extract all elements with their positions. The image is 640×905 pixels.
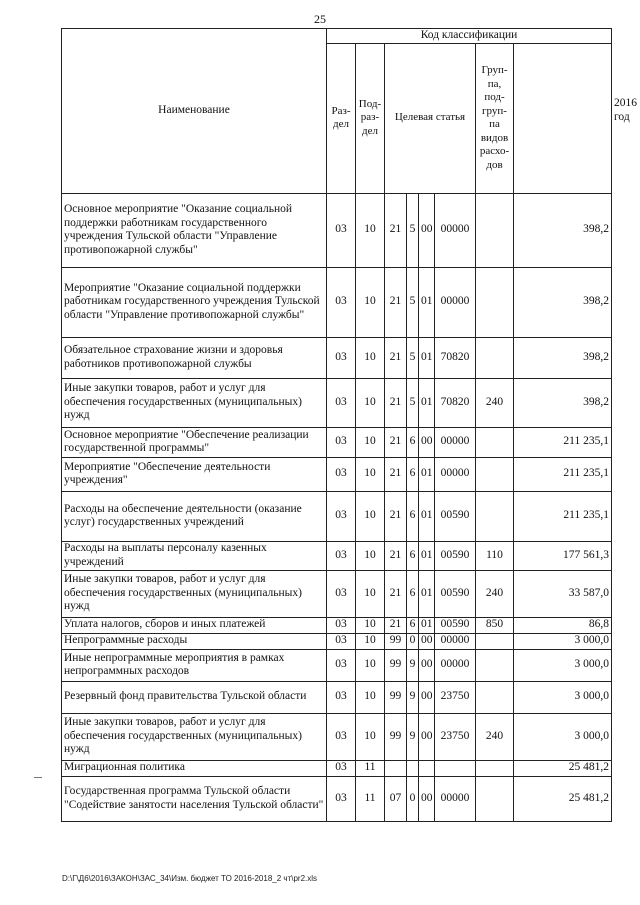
row-amount: 211 235,1: [514, 491, 612, 541]
row-section: 03: [327, 337, 356, 378]
table-row: [62, 378, 612, 427]
row-name: Основное мероприятие "Обеспечение реализации государственной программы": [62, 427, 327, 457]
row-subsection: 10: [356, 193, 385, 267]
row-amount: 398,2: [514, 193, 612, 267]
row-target-event: 01: [419, 457, 435, 491]
row-amount: 3 000,0: [514, 681, 612, 713]
header-section: Раз- дел: [327, 43, 356, 193]
row-target-subprogram: 6: [407, 491, 419, 541]
table-row: [62, 541, 612, 570]
row-target-direction: 00000: [435, 649, 476, 681]
table-row: [62, 491, 612, 541]
row-target-subprogram: 5: [407, 337, 419, 378]
header-group: Груп- па, под- груп- па видов расхо- дов: [476, 43, 514, 193]
row-amount: 25 481,2: [514, 776, 612, 821]
row-target-direction: 00000: [435, 427, 476, 457]
row-expense-group: [476, 633, 514, 649]
row-target-subprogram: [407, 760, 419, 776]
row-target-program: 21: [385, 457, 407, 491]
row-target-direction: 00590: [435, 617, 476, 633]
row-amount: 177 561,3: [514, 541, 612, 570]
row-name: Резервный фонд правительства Тульской области: [62, 681, 327, 713]
row-target-subprogram: 6: [407, 570, 419, 617]
row-target-direction: 00590: [435, 570, 476, 617]
row-name: Расходы на обеспечение деятельности (оказание услуг) государственных учреждений: [62, 491, 327, 541]
margin-mark: [34, 777, 42, 778]
row-target-direction: 00000: [435, 267, 476, 337]
row-name: Уплата налогов, сборов и иных платежей: [62, 617, 327, 633]
row-section: 03: [327, 713, 356, 760]
row-target-program: 21: [385, 570, 407, 617]
row-target-event: 01: [419, 541, 435, 570]
row-target-program: 21: [385, 193, 407, 267]
header-target: Целевая статья: [385, 43, 476, 193]
table-row: [62, 776, 612, 821]
row-section: 03: [327, 267, 356, 337]
row-name: Мероприятие "Обеспечение деятельности учреждения": [62, 457, 327, 491]
row-name: Иные закупки товаров, работ и услуг для обеспечения государственных (муниципальных) нужд: [62, 570, 327, 617]
row-target-event: 00: [419, 776, 435, 821]
row-target-event: 00: [419, 193, 435, 267]
row-target-program: 21: [385, 491, 407, 541]
header-subsection: Под- раз- дел: [356, 43, 385, 193]
row-amount: 3 000,0: [514, 713, 612, 760]
row-name: Непрограммные расходы: [62, 633, 327, 649]
row-name: Государственная программа Тульской области "Содействие занятости населения Тульской области": [62, 776, 327, 821]
row-target-direction: 00590: [435, 491, 476, 541]
row-amount: 25 481,2: [514, 760, 612, 776]
table-row: [62, 337, 612, 378]
header-code: Код классификации: [327, 29, 612, 44]
header-name: Наименование: [62, 29, 327, 194]
row-name: Основное мероприятие "Оказание социальной поддержки работникам государственного учреждения Тульской области "Управление противопожарной службы": [62, 193, 327, 267]
row-target-event: 00: [419, 649, 435, 681]
row-target-subprogram: 6: [407, 427, 419, 457]
row-target-program: 99: [385, 633, 407, 649]
row-subsection: 10: [356, 633, 385, 649]
row-target-direction: 70820: [435, 337, 476, 378]
row-name: Миграционная политика: [62, 760, 327, 776]
row-subsection: 10: [356, 649, 385, 681]
row-name: Расходы на выплаты персоналу казенных учреждений: [62, 541, 327, 570]
row-subsection: 10: [356, 337, 385, 378]
row-target-event: 00: [419, 427, 435, 457]
row-expense-group: 850: [476, 617, 514, 633]
row-subsection: 11: [356, 760, 385, 776]
row-expense-group: [476, 427, 514, 457]
row-amount: 398,2: [514, 267, 612, 337]
row-amount: 211 235,1: [514, 457, 612, 491]
row-target-event: 01: [419, 491, 435, 541]
row-amount: 398,2: [514, 378, 612, 427]
row-expense-group: 240: [476, 570, 514, 617]
page-number: 25: [314, 12, 326, 26]
row-amount: 398,2: [514, 337, 612, 378]
row-target-direction: 23750: [435, 681, 476, 713]
row-target-program: 99: [385, 681, 407, 713]
row-name: Иные закупки товаров, работ и услуг для обеспечения государственных (муниципальных) нужд: [62, 378, 327, 427]
row-expense-group: [476, 681, 514, 713]
row-target-event: 00: [419, 681, 435, 713]
row-section: 03: [327, 760, 356, 776]
row-section: 03: [327, 193, 356, 267]
row-expense-group: [476, 760, 514, 776]
row-section: 03: [327, 427, 356, 457]
row-section: 03: [327, 457, 356, 491]
row-subsection: 10: [356, 378, 385, 427]
row-target-event: 01: [419, 617, 435, 633]
row-expense-group: 240: [476, 378, 514, 427]
row-subsection: 10: [356, 681, 385, 713]
row-section: 03: [327, 378, 356, 427]
table-row: [62, 617, 612, 633]
row-section: 03: [327, 617, 356, 633]
row-section: 03: [327, 491, 356, 541]
row-target-subprogram: 5: [407, 378, 419, 427]
table-row: [62, 681, 612, 713]
row-expense-group: [476, 649, 514, 681]
row-target-direction: 00000: [435, 633, 476, 649]
row-target-event: 01: [419, 378, 435, 427]
row-subsection: 10: [356, 617, 385, 633]
row-amount: 3 000,0: [514, 649, 612, 681]
row-amount: 33 587,0: [514, 570, 612, 617]
row-target-subprogram: 0: [407, 633, 419, 649]
row-section: 03: [327, 776, 356, 821]
row-subsection: 10: [356, 541, 385, 570]
row-target-direction: 23750: [435, 713, 476, 760]
row-name: Иные закупки товаров, работ и услуг для обеспечения государственных (муниципальных) нужд: [62, 713, 327, 760]
row-name: Иные непрограммные мероприятия в рамках непрограммных расходов: [62, 649, 327, 681]
row-target-direction: 00000: [435, 193, 476, 267]
table-row: [62, 457, 612, 491]
row-target-event: 01: [419, 570, 435, 617]
row-expense-group: [476, 193, 514, 267]
row-subsection: 10: [356, 570, 385, 617]
row-target-direction: [435, 760, 476, 776]
row-target-event: 01: [419, 267, 435, 337]
row-section: 03: [327, 681, 356, 713]
row-target-direction: 00000: [435, 776, 476, 821]
row-target-program: 07: [385, 776, 407, 821]
table-row: [62, 193, 612, 267]
row-expense-group: 240: [476, 713, 514, 760]
row-target-direction: 70820: [435, 378, 476, 427]
row-target-subprogram: 6: [407, 541, 419, 570]
row-amount: 86,8: [514, 617, 612, 633]
row-target-event: [419, 760, 435, 776]
row-section: 03: [327, 649, 356, 681]
table-row: [62, 570, 612, 617]
row-section: 03: [327, 570, 356, 617]
row-subsection: 10: [356, 491, 385, 541]
row-target-program: [385, 760, 407, 776]
row-target-program: 21: [385, 427, 407, 457]
row-target-program: 21: [385, 541, 407, 570]
row-target-direction: 00000: [435, 457, 476, 491]
file-path-footer: D:\Г\Д6\2016\ЗАКОН\ЗАС_34\Изм. бюджет ТО 2016-2018_2 чт\pr2.xls: [62, 874, 318, 883]
row-expense-group: [476, 267, 514, 337]
row-expense-group: [476, 491, 514, 541]
row-target-program: 21: [385, 378, 407, 427]
row-target-subprogram: 5: [407, 267, 419, 337]
row-target-subprogram: 0: [407, 776, 419, 821]
row-target-event: 01: [419, 337, 435, 378]
row-target-subprogram: 5: [407, 193, 419, 267]
row-target-subprogram: 9: [407, 649, 419, 681]
row-subsection: 10: [356, 457, 385, 491]
table-row: [62, 427, 612, 457]
row-subsection: 10: [356, 267, 385, 337]
row-target-program: 21: [385, 267, 407, 337]
row-section: 03: [327, 541, 356, 570]
row-target-direction: 00590: [435, 541, 476, 570]
row-target-event: 00: [419, 633, 435, 649]
row-target-subprogram: 6: [407, 457, 419, 491]
row-subsection: 11: [356, 776, 385, 821]
row-expense-group: [476, 337, 514, 378]
row-subsection: 10: [356, 713, 385, 760]
row-target-program: 99: [385, 713, 407, 760]
row-name: Мероприятие "Оказание социальной поддержки работникам государственного учреждения Тульской области "Управление противопожарной службы": [62, 267, 327, 337]
row-section: 03: [327, 633, 356, 649]
table-row: [62, 760, 612, 776]
row-amount: 211 235,1: [514, 427, 612, 457]
budget-table: Наименование Код классификации 2016 год Раз- дел Под- раз- дел Целевая статья Груп- па, под- груп- па видов расхо- дов Основное мероприятие "Оказание социальной поддержки работникам государственного учреждения Тульской области "Управление противопожарной службы" 03 10 21 5 00 00000 398,2 Мероприятие "Оказание социальной поддержки работникам государственного учреждения Тульской области "Управление противопожарной службы" 03 10 21 5 01 00000 398,2 Обязательное страхование жизни и здоровья работников противопожарной службы 03 10 21 5 01 70820 398,2 Иные закупки товаров, работ и услуг для обеспечения государственных (муниципальных) нужд 03 10 21 5 01 70820 240 398,2 Основное мероприятие "Обеспечение реализации государственной программы" 03 10 21 6 00 00000 211 235,1 Мероприятие "Обеспечение деятельности учреждения" 03 10 21 6 01 00000 211 235,1 Расходы на обеспечение деятельности (оказание услуг) государственных учреждений 03 10 21 6 01 00590 211 235,1 Расходы на выплаты персоналу казенных учреждений 03 10 21 6 01 00590 110 177 561,3 Иные закупки товаров, работ и услуг для обеспечения государственных (муниципальных) нужд 03 10 21 6 01 00590 240 33 587,0 Уплата налогов, сборов и иных платежей 03 10 21 6 01 00590 850 86,8 Непрограммные расходы 03 10 99 0 00 00000 3 000,0 Иные непрограммные мероприятия в рамках непрограммных расходов 03 10 99 9 00 00000 3 000,0 Резервный фонд правительства Тульской области 03 10 99 9 00 23750 3 000,0 Иные закупки товаров, работ и услуг для обеспечения государственных (муниципальных) нужд 03 10 99 9 00 23750 240 3 000,0 Миграционная политика 03 11 25 481,2 Государственная программа Тульской области "Содействие занятости населения Тульской области" 03 11 07 0 00 00000 25 481,2: [61, 28, 612, 822]
row-target-program: 21: [385, 337, 407, 378]
row-target-program: 21: [385, 617, 407, 633]
table-row: [62, 267, 612, 337]
row-expense-group: 110: [476, 541, 514, 570]
row-expense-group: [476, 457, 514, 491]
row-expense-group: [476, 776, 514, 821]
row-target-subprogram: 6: [407, 617, 419, 633]
row-target-event: 00: [419, 713, 435, 760]
row-target-subprogram: 9: [407, 681, 419, 713]
row-target-subprogram: 9: [407, 713, 419, 760]
row-target-program: 99: [385, 649, 407, 681]
table-row: [62, 633, 612, 649]
row-amount: 3 000,0: [514, 633, 612, 649]
table-row: [62, 649, 612, 681]
table-row: [62, 713, 612, 760]
row-subsection: 10: [356, 427, 385, 457]
row-name: Обязательное страхование жизни и здоровья работников противопожарной службы: [62, 337, 327, 378]
